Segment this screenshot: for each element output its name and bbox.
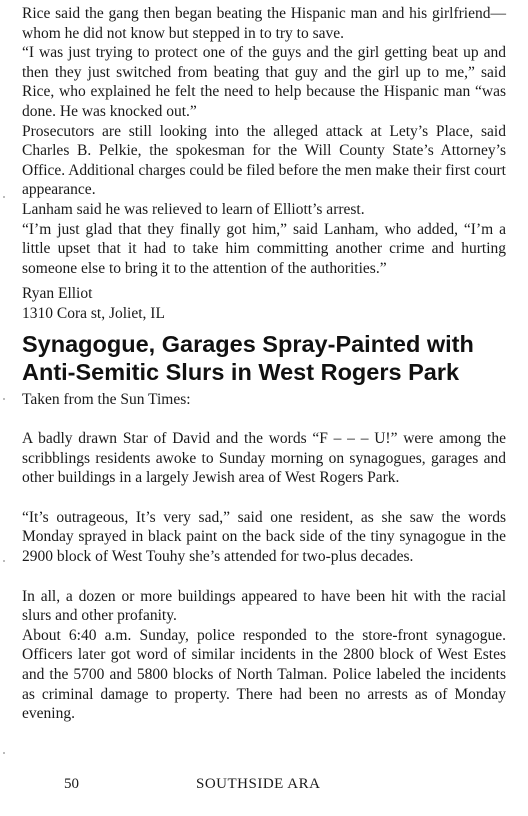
page-content (22, 4, 506, 724)
contact-address: 1310 Cora st, Joliet, IL (22, 304, 165, 322)
continued-paragraph-5: “I’m just glad that they finally got him,” said Lanham, who added, “I’m a little upset that it had to take him committing another crime and hurting someone else to bring it to the attention of the authorities.” (22, 220, 506, 277)
margin-mark (3, 398, 5, 400)
continued-paragraph-3: Prosecutors are still looking into the alleged attack at Lety’s Place, said Charles B. Pelkie, the spokesman for the Will County State’s Attorney’s Office. Additional charges could be filed before the men make their first court appearance. (22, 122, 506, 199)
article-paragraph-3: In all, a dozen or more buildings appeared to have been hit with the racial slurs and other profanity. (22, 587, 506, 625)
article-source: Taken from the Sun Times: (22, 390, 191, 408)
publication-name: SOUTHSIDE ARA (196, 776, 321, 792)
continued-paragraph-2: “I was just trying to protect one of the guys and the girl getting beat up and then they just switched from beating that guy and the girl up to me,” said Rice, who explained he felt the need to help because the Hispanic man “was done. He was knocked out.” (22, 44, 506, 120)
contact-name: Ryan Elliot (22, 285, 93, 303)
continued-paragraph-4: Lanham said he was relieved to learn of Elliott’s arrest. (22, 200, 365, 218)
article-headline: Synagogue, Garages Spray-Painted with Anti-Semitic Slurs in West Rogers Park (22, 330, 474, 385)
page-number: 50 (64, 776, 79, 792)
article-paragraph-1: A badly drawn Star of David and the words “F – – – U!” were among the scribblings residents awoke to Sunday morning on synagogues, garages and other buildings in a largely Jewish area of West Rogers Park. (22, 430, 506, 487)
article-paragraph-4: About 6:40 a.m. Sunday, police responded to the store-front synagogue. Officers later got word of similar incidents in the 2800 block of West Estes and the 5700 and 5800 blocks of North Talman. Police labeled the incidents as criminal damage to property. There had been no arrests as of Monday evening. (22, 626, 506, 723)
continued-paragraph-1: Rice said the gang then began beating the Hispanic man and his girlfriend—whom he did not know but stepped in to try to save. (22, 5, 506, 42)
page-footer (0, 776, 528, 796)
article-paragraph-2: “It’s outrageous, It’s very sad,” said one resident, as she saw the words Monday sprayed in black paint on the back side of the tiny synagogue in the 2900 block of West Touhy she’s attended for two-plus decades. (22, 508, 506, 566)
margin-mark (3, 196, 5, 198)
margin-mark (3, 752, 5, 754)
margin-mark (3, 560, 5, 562)
